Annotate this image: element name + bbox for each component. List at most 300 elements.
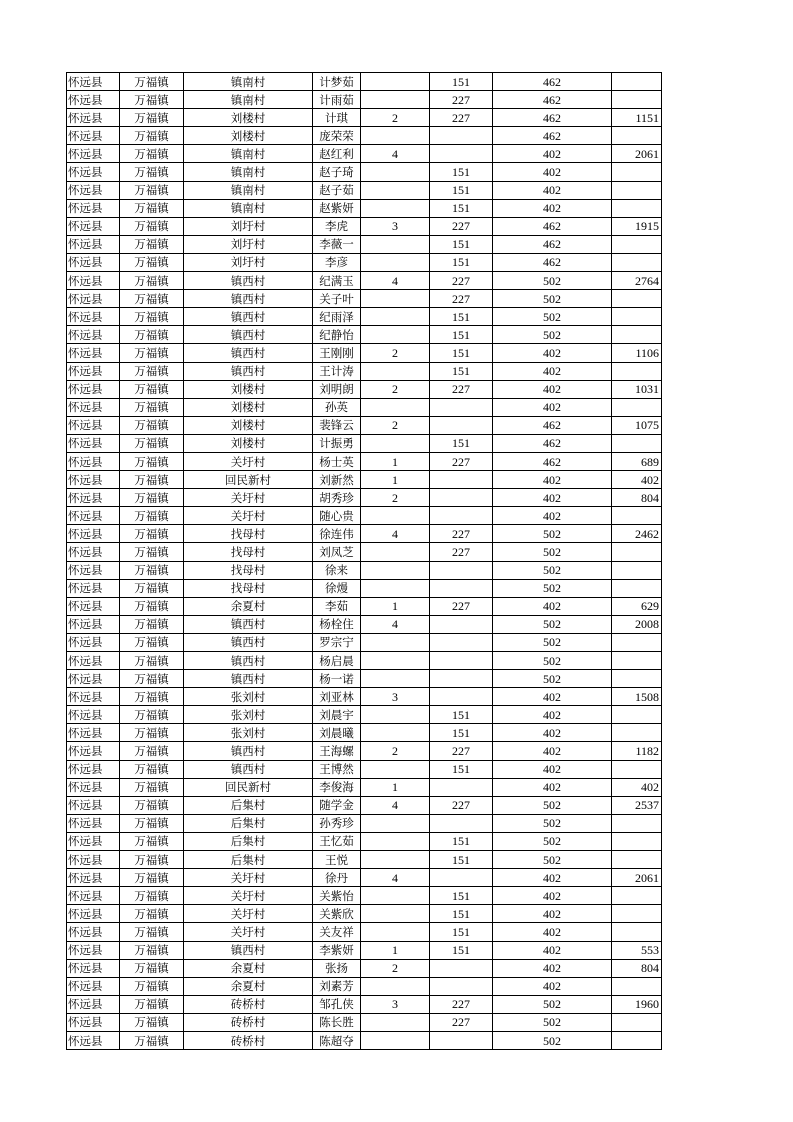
- cell-village: 砖桥村: [184, 995, 313, 1013]
- cell-amount-b: 402: [493, 706, 612, 724]
- cell-town: 万福镇: [120, 127, 184, 145]
- cell-town: 万福镇: [120, 1031, 184, 1049]
- cell-village: 镇西村: [184, 941, 313, 959]
- cell-county: 怀远县: [67, 778, 120, 796]
- cell-amount-b: 402: [493, 489, 612, 507]
- cell-amount-a: 227: [430, 995, 493, 1013]
- cell-village: 关圩村: [184, 452, 313, 470]
- cell-village: 刘楼村: [184, 109, 313, 127]
- table-row: [67, 326, 662, 344]
- cell-household-size: [361, 633, 430, 651]
- cell-household-size: [361, 507, 430, 525]
- cell-town: 万福镇: [120, 290, 184, 308]
- cell-household-size: [361, 73, 430, 91]
- cell-town: 万福镇: [120, 181, 184, 199]
- cell-amount-a: 227: [430, 380, 493, 398]
- cell-town: 万福镇: [120, 688, 184, 706]
- cell-amount-b: 402: [493, 344, 612, 362]
- cell-household-size: 2: [361, 489, 430, 507]
- cell-village: 后集村: [184, 832, 313, 850]
- table-row: [67, 398, 662, 416]
- cell-village: 后集村: [184, 796, 313, 814]
- cell-town: 万福镇: [120, 851, 184, 869]
- cell-town: 万福镇: [120, 905, 184, 923]
- cell-amount-a: 151: [430, 905, 493, 923]
- cell-amount-a: 151: [430, 308, 493, 326]
- cell-name: 王忆茹: [313, 832, 361, 850]
- cell-county: 怀远县: [67, 561, 120, 579]
- cell-amount-b: 502: [493, 579, 612, 597]
- cell-total: 402: [612, 778, 662, 796]
- cell-county: 怀远县: [67, 995, 120, 1013]
- cell-name: 关子叶: [313, 290, 361, 308]
- cell-household-size: [361, 434, 430, 452]
- cell-county: 怀远县: [67, 272, 120, 290]
- cell-total: 2537: [612, 796, 662, 814]
- cell-amount-b: 402: [493, 181, 612, 199]
- cell-town: 万福镇: [120, 380, 184, 398]
- cell-name: 关紫怡: [313, 887, 361, 905]
- cell-county: 怀远县: [67, 633, 120, 651]
- cell-total: [612, 199, 662, 217]
- cell-household-size: [361, 362, 430, 380]
- cell-village: 镇南村: [184, 163, 313, 181]
- cell-amount-a: 151: [430, 253, 493, 271]
- cell-amount-b: 402: [493, 977, 612, 995]
- cell-household-size: [361, 91, 430, 109]
- cell-name: 孙英: [313, 398, 361, 416]
- cell-county: 怀远县: [67, 543, 120, 561]
- cell-amount-a: [430, 416, 493, 434]
- cell-household-size: [361, 814, 430, 832]
- cell-town: 万福镇: [120, 633, 184, 651]
- cell-total: 689: [612, 452, 662, 470]
- cell-amount-b: 502: [493, 796, 612, 814]
- table-row: [67, 199, 662, 217]
- cell-household-size: 1: [361, 452, 430, 470]
- cell-town: 万福镇: [120, 959, 184, 977]
- cell-amount-a: [430, 652, 493, 670]
- cell-name: 杨士英: [313, 452, 361, 470]
- cell-town: 万福镇: [120, 217, 184, 235]
- cell-village: 关圩村: [184, 923, 313, 941]
- cell-household-size: [361, 561, 430, 579]
- table-row: [67, 73, 662, 91]
- cell-name: 刘明朗: [313, 380, 361, 398]
- cell-total: [612, 561, 662, 579]
- cell-amount-b: 502: [493, 670, 612, 688]
- cell-county: 怀远县: [67, 253, 120, 271]
- cell-village: 找母村: [184, 561, 313, 579]
- cell-amount-a: [430, 633, 493, 651]
- cell-total: 1508: [612, 688, 662, 706]
- cell-name: 赵紫妍: [313, 199, 361, 217]
- cell-amount-b: 502: [493, 814, 612, 832]
- table-row: [67, 869, 662, 887]
- cell-amount-a: 227: [430, 109, 493, 127]
- cell-name: 庞荣荣: [313, 127, 361, 145]
- cell-village: 余夏村: [184, 597, 313, 615]
- cell-town: 万福镇: [120, 561, 184, 579]
- cell-amount-a: [430, 1031, 493, 1049]
- cell-village: 镇西村: [184, 344, 313, 362]
- cell-total: [612, 923, 662, 941]
- cell-amount-a: 151: [430, 235, 493, 253]
- cell-total: 629: [612, 597, 662, 615]
- cell-town: 万福镇: [120, 416, 184, 434]
- cell-town: 万福镇: [120, 760, 184, 778]
- cell-county: 怀远县: [67, 814, 120, 832]
- cell-village: 镇西村: [184, 272, 313, 290]
- cell-county: 怀远县: [67, 887, 120, 905]
- cell-town: 万福镇: [120, 109, 184, 127]
- cell-amount-a: 151: [430, 199, 493, 217]
- cell-household-size: 4: [361, 272, 430, 290]
- cell-household-size: [361, 127, 430, 145]
- cell-town: 万福镇: [120, 253, 184, 271]
- table-row: [67, 217, 662, 235]
- cell-town: 万福镇: [120, 235, 184, 253]
- cell-amount-a: 227: [430, 217, 493, 235]
- cell-total: 553: [612, 941, 662, 959]
- cell-name: 杨一诺: [313, 670, 361, 688]
- cell-town: 万福镇: [120, 923, 184, 941]
- cell-total: [612, 1031, 662, 1049]
- cell-amount-b: 502: [493, 633, 612, 651]
- cell-county: 怀远县: [67, 489, 120, 507]
- cell-village: 镇西村: [184, 362, 313, 380]
- cell-town: 万福镇: [120, 272, 184, 290]
- cell-amount-b: 462: [493, 73, 612, 91]
- cell-name: 张扬: [313, 959, 361, 977]
- cell-town: 万福镇: [120, 869, 184, 887]
- cell-town: 万福镇: [120, 977, 184, 995]
- cell-village: 刘圩村: [184, 235, 313, 253]
- cell-amount-b: 502: [493, 652, 612, 670]
- table-row: [67, 380, 662, 398]
- cell-total: [612, 163, 662, 181]
- cell-household-size: [361, 326, 430, 344]
- cell-total: [612, 905, 662, 923]
- cell-town: 万福镇: [120, 832, 184, 850]
- cell-amount-b: 402: [493, 380, 612, 398]
- cell-village: 后集村: [184, 814, 313, 832]
- cell-village: 找母村: [184, 525, 313, 543]
- cell-town: 万福镇: [120, 814, 184, 832]
- cell-amount-b: 402: [493, 778, 612, 796]
- table-row: [67, 290, 662, 308]
- cell-total: 1915: [612, 217, 662, 235]
- cell-town: 万福镇: [120, 706, 184, 724]
- cell-county: 怀远县: [67, 1031, 120, 1049]
- cell-name: 杨启晨: [313, 652, 361, 670]
- cell-amount-a: [430, 670, 493, 688]
- cell-village: 镇西村: [184, 615, 313, 633]
- cell-total: [612, 851, 662, 869]
- cell-town: 万福镇: [120, 73, 184, 91]
- cell-town: 万福镇: [120, 362, 184, 380]
- cell-village: 关圩村: [184, 905, 313, 923]
- cell-amount-a: 151: [430, 923, 493, 941]
- cell-total: [612, 706, 662, 724]
- cell-town: 万福镇: [120, 652, 184, 670]
- cell-household-size: 2: [361, 380, 430, 398]
- cell-household-size: [361, 706, 430, 724]
- cell-village: 后集村: [184, 851, 313, 869]
- cell-village: 关圩村: [184, 869, 313, 887]
- cell-town: 万福镇: [120, 778, 184, 796]
- cell-amount-b: 502: [493, 1031, 612, 1049]
- cell-amount-a: 227: [430, 525, 493, 543]
- cell-household-size: [361, 163, 430, 181]
- cell-total: 1106: [612, 344, 662, 362]
- cell-household-size: [361, 832, 430, 850]
- cell-total: 402: [612, 471, 662, 489]
- cell-amount-b: 402: [493, 507, 612, 525]
- cell-amount-a: [430, 778, 493, 796]
- cell-amount-b: 462: [493, 109, 612, 127]
- cell-total: [612, 290, 662, 308]
- cell-amount-b: 462: [493, 434, 612, 452]
- cell-total: 2061: [612, 869, 662, 887]
- cell-village: 刘楼村: [184, 434, 313, 452]
- cell-total: 2061: [612, 145, 662, 163]
- cell-village: 关圩村: [184, 507, 313, 525]
- cell-total: [612, 73, 662, 91]
- cell-amount-b: 402: [493, 941, 612, 959]
- cell-amount-b: 502: [493, 1013, 612, 1031]
- cell-name: 杨栓住: [313, 615, 361, 633]
- cell-town: 万福镇: [120, 326, 184, 344]
- cell-village: 刘圩村: [184, 253, 313, 271]
- cell-amount-a: 151: [430, 706, 493, 724]
- cell-household-size: 4: [361, 796, 430, 814]
- cell-town: 万福镇: [120, 199, 184, 217]
- cell-amount-a: [430, 959, 493, 977]
- cell-household-size: [361, 977, 430, 995]
- cell-amount-a: [430, 489, 493, 507]
- cell-village: 关圩村: [184, 887, 313, 905]
- cell-town: 万福镇: [120, 525, 184, 543]
- cell-amount-b: 402: [493, 471, 612, 489]
- cell-county: 怀远县: [67, 380, 120, 398]
- cell-household-size: [361, 760, 430, 778]
- table-row: [67, 579, 662, 597]
- cell-household-size: [361, 579, 430, 597]
- cell-name: 王刚刚: [313, 344, 361, 362]
- table-row: [67, 163, 662, 181]
- cell-household-size: [361, 253, 430, 271]
- cell-town: 万福镇: [120, 543, 184, 561]
- cell-county: 怀远县: [67, 416, 120, 434]
- cell-name: 徐丹: [313, 869, 361, 887]
- table-row: [67, 471, 662, 489]
- cell-village: 找母村: [184, 543, 313, 561]
- cell-amount-b: 462: [493, 217, 612, 235]
- cell-name: 徐连伟: [313, 525, 361, 543]
- cell-village: 余夏村: [184, 977, 313, 995]
- table-row: [67, 91, 662, 109]
- cell-name: 王海螺: [313, 742, 361, 760]
- cell-county: 怀远县: [67, 199, 120, 217]
- cell-name: 关友祥: [313, 923, 361, 941]
- cell-total: [612, 434, 662, 452]
- cell-county: 怀远县: [67, 832, 120, 850]
- cell-county: 怀远县: [67, 362, 120, 380]
- cell-county: 怀远县: [67, 869, 120, 887]
- table-row: [67, 452, 662, 470]
- cell-name: 陈超夺: [313, 1031, 361, 1049]
- table-row: [67, 796, 662, 814]
- cell-county: 怀远县: [67, 724, 120, 742]
- cell-name: 李薇一: [313, 235, 361, 253]
- cell-name: 纪满玉: [313, 272, 361, 290]
- cell-household-size: [361, 652, 430, 670]
- cell-amount-b: 502: [493, 561, 612, 579]
- cell-county: 怀远县: [67, 163, 120, 181]
- cell-amount-a: 227: [430, 452, 493, 470]
- cell-county: 怀远县: [67, 742, 120, 760]
- cell-amount-b: 462: [493, 127, 612, 145]
- table-row: [67, 145, 662, 163]
- cell-amount-b: 402: [493, 742, 612, 760]
- cell-town: 万福镇: [120, 344, 184, 362]
- cell-household-size: 4: [361, 145, 430, 163]
- cell-total: [612, 670, 662, 688]
- cell-name: 邹孔侠: [313, 995, 361, 1013]
- table-row: [67, 995, 662, 1013]
- cell-village: 张刘村: [184, 688, 313, 706]
- cell-total: 2764: [612, 272, 662, 290]
- cell-name: 李茹: [313, 597, 361, 615]
- cell-amount-b: 462: [493, 452, 612, 470]
- cell-total: [612, 1013, 662, 1031]
- cell-amount-b: 462: [493, 91, 612, 109]
- cell-village: 余夏村: [184, 959, 313, 977]
- cell-total: 1031: [612, 380, 662, 398]
- cell-county: 怀远县: [67, 290, 120, 308]
- cell-village: 镇西村: [184, 652, 313, 670]
- cell-village: 镇西村: [184, 742, 313, 760]
- cell-amount-a: [430, 977, 493, 995]
- cell-total: 1151: [612, 109, 662, 127]
- cell-name: 计雨茹: [313, 91, 361, 109]
- cell-name: 赵红利: [313, 145, 361, 163]
- cell-name: 李俊海: [313, 778, 361, 796]
- cell-village: 砖桥村: [184, 1031, 313, 1049]
- cell-amount-a: 151: [430, 941, 493, 959]
- table-row: [67, 543, 662, 561]
- cell-county: 怀远县: [67, 217, 120, 235]
- cell-amount-b: 402: [493, 887, 612, 905]
- cell-total: 1960: [612, 995, 662, 1013]
- table-row: [67, 670, 662, 688]
- cell-village: 找母村: [184, 579, 313, 597]
- data-table: [66, 72, 662, 1050]
- table-row: [67, 253, 662, 271]
- table-row: [67, 959, 662, 977]
- cell-town: 万福镇: [120, 579, 184, 597]
- cell-total: [612, 652, 662, 670]
- table-row: [67, 887, 662, 905]
- cell-county: 怀远县: [67, 579, 120, 597]
- cell-amount-b: 402: [493, 362, 612, 380]
- cell-amount-b: 502: [493, 272, 612, 290]
- table-row: [67, 814, 662, 832]
- table-row: [67, 489, 662, 507]
- cell-town: 万福镇: [120, 398, 184, 416]
- table-row: [67, 778, 662, 796]
- cell-household-size: 1: [361, 941, 430, 959]
- cell-name: 关紫欣: [313, 905, 361, 923]
- cell-village: 镇西村: [184, 308, 313, 326]
- cell-village: 砖桥村: [184, 1013, 313, 1031]
- cell-name: 纪雨泽: [313, 308, 361, 326]
- cell-amount-a: 227: [430, 742, 493, 760]
- cell-amount-b: 402: [493, 760, 612, 778]
- cell-amount-a: [430, 579, 493, 597]
- cell-county: 怀远县: [67, 977, 120, 995]
- cell-county: 怀远县: [67, 597, 120, 615]
- cell-village: 镇西村: [184, 670, 313, 688]
- cell-amount-a: 227: [430, 91, 493, 109]
- cell-total: [612, 633, 662, 651]
- cell-name: 王悦: [313, 851, 361, 869]
- cell-name: 徐熳: [313, 579, 361, 597]
- cell-town: 万福镇: [120, 724, 184, 742]
- cell-name: 裴锋云: [313, 416, 361, 434]
- cell-village: 回民新村: [184, 778, 313, 796]
- cell-total: 1075: [612, 416, 662, 434]
- cell-household-size: 3: [361, 995, 430, 1013]
- table-row: [67, 1013, 662, 1031]
- cell-county: 怀远县: [67, 434, 120, 452]
- cell-total: [612, 724, 662, 742]
- cell-total: [612, 235, 662, 253]
- cell-name: 李虎: [313, 217, 361, 235]
- cell-household-size: [361, 181, 430, 199]
- cell-county: 怀远县: [67, 73, 120, 91]
- cell-household-size: 2: [361, 344, 430, 362]
- cell-village: 刘楼村: [184, 398, 313, 416]
- cell-village: 镇西村: [184, 290, 313, 308]
- table-row: [67, 652, 662, 670]
- cell-total: 1182: [612, 742, 662, 760]
- cell-name: 刘晨曦: [313, 724, 361, 742]
- cell-town: 万福镇: [120, 91, 184, 109]
- cell-amount-a: [430, 615, 493, 633]
- cell-county: 怀远县: [67, 688, 120, 706]
- table-row: [67, 905, 662, 923]
- table-row: [67, 688, 662, 706]
- cell-town: 万福镇: [120, 995, 184, 1013]
- cell-household-size: [361, 308, 430, 326]
- cell-county: 怀远县: [67, 941, 120, 959]
- cell-amount-a: 151: [430, 887, 493, 905]
- cell-name: 赵子茹: [313, 181, 361, 199]
- cell-name: 随心贵: [313, 507, 361, 525]
- cell-town: 万福镇: [120, 941, 184, 959]
- cell-village: 镇南村: [184, 181, 313, 199]
- cell-village: 张刘村: [184, 706, 313, 724]
- cell-total: 2462: [612, 525, 662, 543]
- cell-amount-a: 227: [430, 597, 493, 615]
- cell-amount-a: [430, 507, 493, 525]
- table-row: [67, 851, 662, 869]
- cell-name: 纪静怡: [313, 326, 361, 344]
- cell-county: 怀远县: [67, 308, 120, 326]
- cell-amount-a: 151: [430, 362, 493, 380]
